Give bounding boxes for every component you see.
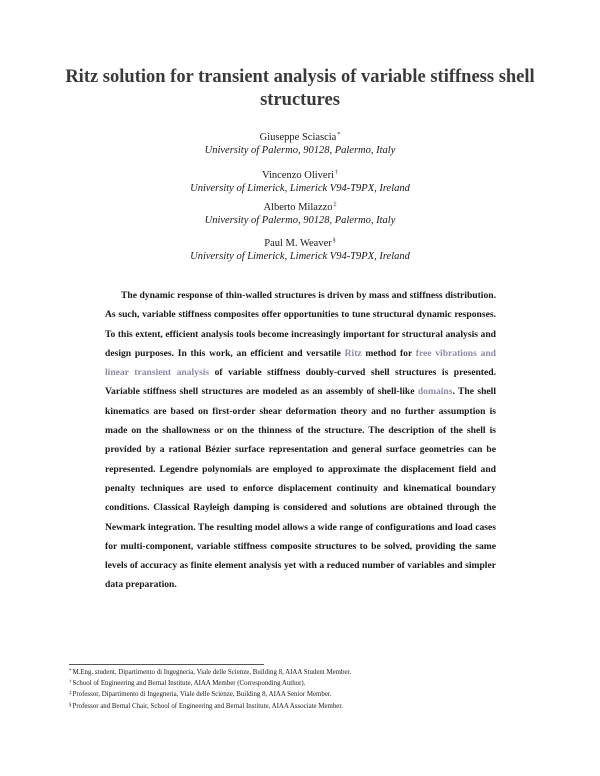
- abstract-link-ritz[interactable]: Ritz: [344, 347, 362, 359]
- paper-title: Ritz solution for transient analysis of variable stiffness shell structures: [65, 67, 535, 110]
- footnote: †School of Engineering and Bernal Institute, AIAA Member (Corresponding Author).: [69, 680, 306, 688]
- footnotes: [69, 667, 539, 712]
- author-name: Paul M. Weaver§: [264, 238, 336, 249]
- author-affiliation: University of Palermo, 90128, Palermo, Italy: [204, 215, 396, 226]
- abstract: The dynamic response of thin-walled structures is driven by mass and stiffness distribution. As such, variable stiffness composites offer opportunities to tune structural dynamic responses. To this extent, efficient analysis tools become increasingly important for structural analysis and design purposes. In this work, an efficient and versatile Ritz method for free vibrations and linear transient analysis of variable stiffness doubly-curved shell structures is presented. Variable stiffness shell structures are modeled as an assembly of shell-like domains. The shell kinematics are based on first-order shear deformation theory and no further assumption is made on the shallowness or on the thinness of the structure. The description of the shell is provided by a rational Bézier surface representation and general surface geometries can be represented. Legendre polynomials are employed to approximate the displacement field and penalty techniques are used to enforce displacement continuity and kinematical boundary conditions. Classical Rayleigh damping is considered and solutions are obtained through the Newmark integration. The resulting model allows a wide range of configurations and load cases for multi-component, variable stiffness composite structures to be solved, providing the same levels of accuracy as finite element analysis yet with a reduced number of variables and simpler data preparation.: [105, 290, 497, 591]
- author-block: [60, 235, 540, 263]
- abstract-link-free-vibrations[interactable]: free vibrations and linear transient analysis: [105, 347, 497, 379]
- footnote: §Professor and Bernal Chair, School of Engineering and Bernal Institute, AIAA Associate Member.: [69, 702, 344, 710]
- author-block: [60, 199, 540, 227]
- footnote: ‡Professor, Dipartimento di Ingegneria, Viale delle Scienze, Building 8, AIAA Senior Member.: [69, 691, 332, 699]
- author-name: Giuseppe Sciascia*: [259, 132, 341, 143]
- author-block: [60, 167, 540, 195]
- author-affiliation: University of Palermo, 90128, Palermo, Italy: [204, 145, 396, 156]
- abstract-link-domains[interactable]: domains: [417, 386, 453, 398]
- author-name: Vincenzo Oliveri†: [262, 170, 338, 181]
- author-name: Alberto Milazzo‡: [263, 202, 337, 213]
- footnote-divider: [69, 664, 264, 665]
- footnote: *M.Eng. student, Dipartimento di Ingegneria, Viale delle Scienze, Building 8, AIAA Student Member.: [69, 669, 352, 676]
- author-affiliation: University of Limerick, Limerick V94-T9PX, Ireland: [190, 251, 410, 262]
- author-block: [60, 129, 540, 157]
- author-affiliation: University of Limerick, Limerick V94-T9PX, Ireland: [190, 183, 410, 194]
